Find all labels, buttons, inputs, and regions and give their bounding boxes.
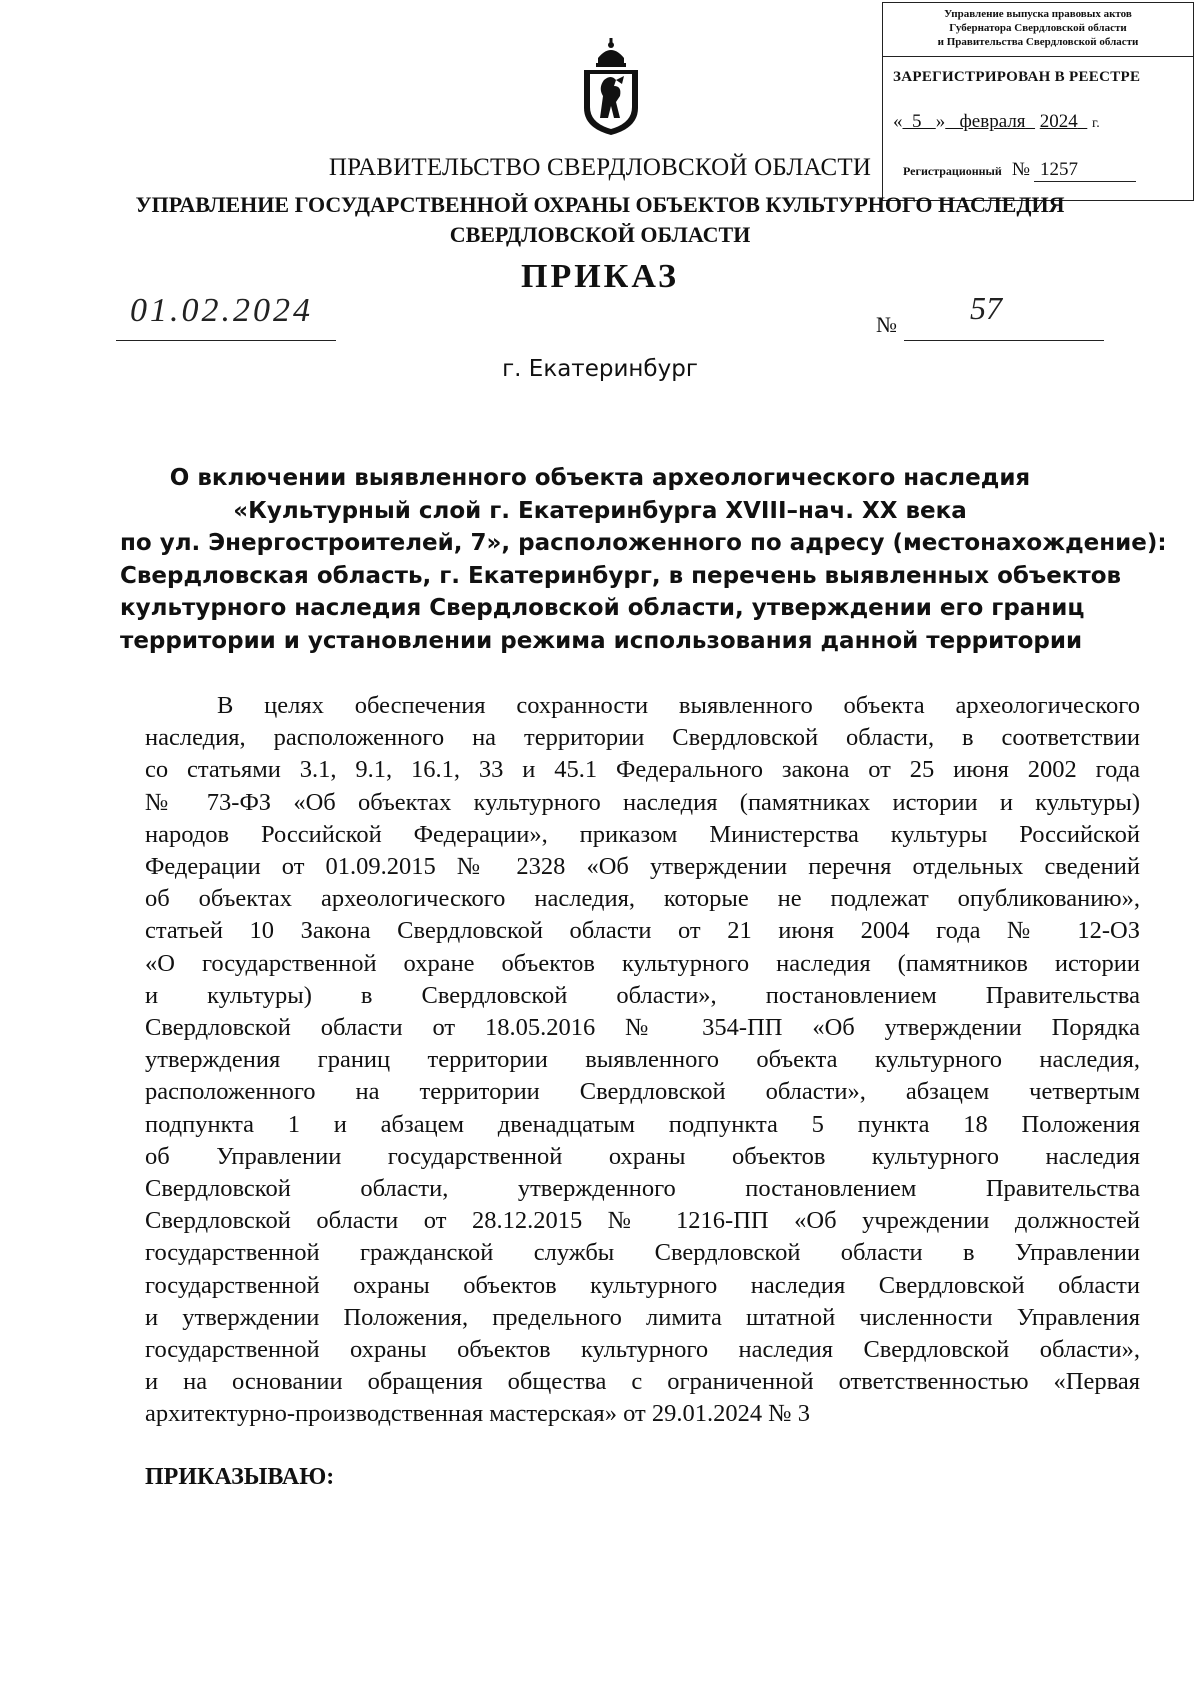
stamp-date: « 5 » февраля 2024 г.: [893, 111, 1100, 132]
date-underline: [116, 340, 336, 341]
stamp-year-suffix: г.: [1092, 116, 1100, 131]
body-line: государственной охраны объектов культурного наследия Свердловской области»,: [145, 1336, 1140, 1364]
body-line: подпункта 1 и абзацем двенадцатым подпункта 5 пункта 18 Положения: [145, 1110, 1140, 1138]
stamp-header-line: Управление выпуска правовых актов: [944, 8, 1132, 20]
body-line: со статьями 3.1, 9.1, 16.1, 33 и 45.1 Федерального закона от 25 июня 2002 года: [145, 756, 1140, 784]
title-line: территории и установлении режима использования данной территории: [120, 627, 1083, 654]
body-line: Свердловской области, утвержденного постановлением Правительства: [145, 1175, 1140, 1203]
stamp-registered-text: ЗАРЕГИСТРИРОВАН В РЕЕСТРЕ: [893, 69, 1141, 85]
stamp-header-line: и Правительства Свердловской области: [937, 36, 1139, 48]
number-underline: [904, 340, 1104, 341]
stamp-no-sign: №: [1011, 159, 1030, 180]
stamp-day: 5: [912, 111, 922, 132]
stamp-reg-value: 1257: [1034, 159, 1136, 182]
stamp-month: февраля: [959, 111, 1026, 132]
body-line: и культуры) в Свердловской области», постановлением Правительства: [145, 981, 1140, 1009]
department-line: УПРАВЛЕНИЕ ГОСУДАРСТВЕННОЙ ОХРАНЫ ОБЪЕКТОВ КУЛЬТУРНОГО НАСЛЕДИЯ: [135, 192, 1065, 217]
handwritten-number: 57: [970, 290, 1002, 326]
body-line: об Управлении государственной охраны объектов культурного наследия: [145, 1142, 1140, 1170]
body-line: Федерации от 01.09.2015 № 2328 «Об утверждении перечня отдельных сведений: [145, 853, 1140, 881]
title-line: Свердловская область, г. Екатеринбург, в перечень выявленных объектов: [120, 562, 1122, 589]
title-line: О включении выявленного объекта археологического наследия: [169, 465, 1031, 491]
body-line: наследия, расположенного на территории Свердловской области, в соответствии: [145, 724, 1140, 752]
government-name: ПРАВИТЕЛЬСТВО СВЕРДЛОВСКОЙ ОБЛАСТИ: [328, 154, 872, 181]
city: г. Екатеринбург: [502, 356, 698, 382]
body-line: и на основании обращения общества с ограниченной ответственностью «Первая: [145, 1368, 1140, 1396]
stamp-header: [883, 3, 1193, 57]
stamp-reg-label: Регистрационный: [903, 164, 1002, 178]
body-line: № 73-ФЗ «Об объектах культурного наследия (памятниках истории и культуры): [145, 788, 1140, 816]
body-line: архитектурно-производственная мастерская» от 29.01.2024 № 3: [145, 1400, 810, 1428]
title-line: «Культурный слой г. Екатеринбурга XVIII–нач. XX века: [233, 497, 967, 524]
body-line: об объектах археологического наследия, которые не подлежат опубликованию»,: [145, 885, 1140, 913]
coat-of-arms-icon: [580, 36, 642, 136]
stamp-year: 2024: [1039, 111, 1078, 132]
body-line: государственной гражданской службы Свердловской области в Управлении: [145, 1239, 1140, 1267]
document-title: [120, 462, 1167, 657]
stamp-header-line: Губернатора Свердловской области: [949, 22, 1127, 34]
title-line: по ул. Энергостроителей, 7», расположенного по адресу (местонахождение):: [120, 530, 1167, 556]
body-line: и утверждении Положения, предельного лимита штатной численности Управления: [145, 1303, 1140, 1331]
body-line: расположенного на территории Свердловской области», абзацем четвертым: [145, 1078, 1140, 1106]
body-line: Свердловской области от 18.05.2016 № 354-ПП «Об утверждении Порядка: [145, 1014, 1140, 1042]
department-name: [0, 190, 1200, 250]
body-line: В целях обеспечения сохранности выявленного объекта археологического: [217, 692, 1140, 719]
body-line: народов Российской Федерации», приказом Министерства культуры Российской: [145, 820, 1140, 848]
number-label: №: [876, 312, 897, 337]
body-line: «О государственной охране объектов культурного наследия (памятников истории: [145, 949, 1140, 977]
title-line: культурного наследия Свердловской области, утверждении его границ: [120, 595, 1085, 621]
document-type: ПРИКАЗ: [521, 258, 679, 295]
body-line: статьей 10 Закона Свердловской области от 21 июня 2004 года № 12-ОЗ: [145, 917, 1140, 945]
body-line: государственной охраны объектов культурного наследия Свердловской области: [145, 1271, 1140, 1299]
body-line: Свердловской области от 28.12.2015 № 1216-ПП «Об учреждении должностей: [145, 1207, 1140, 1235]
order-word: ПРИКАЗЫВАЮ:: [145, 1464, 335, 1490]
preamble-paragraph: [145, 690, 1140, 1431]
department-line: СВЕРДЛОВСКОЙ ОБЛАСТИ: [449, 222, 751, 247]
handwritten-date: 01.02.2024: [130, 292, 313, 329]
body-line: утверждения границ территории выявленного объекта культурного наследия,: [145, 1046, 1140, 1074]
